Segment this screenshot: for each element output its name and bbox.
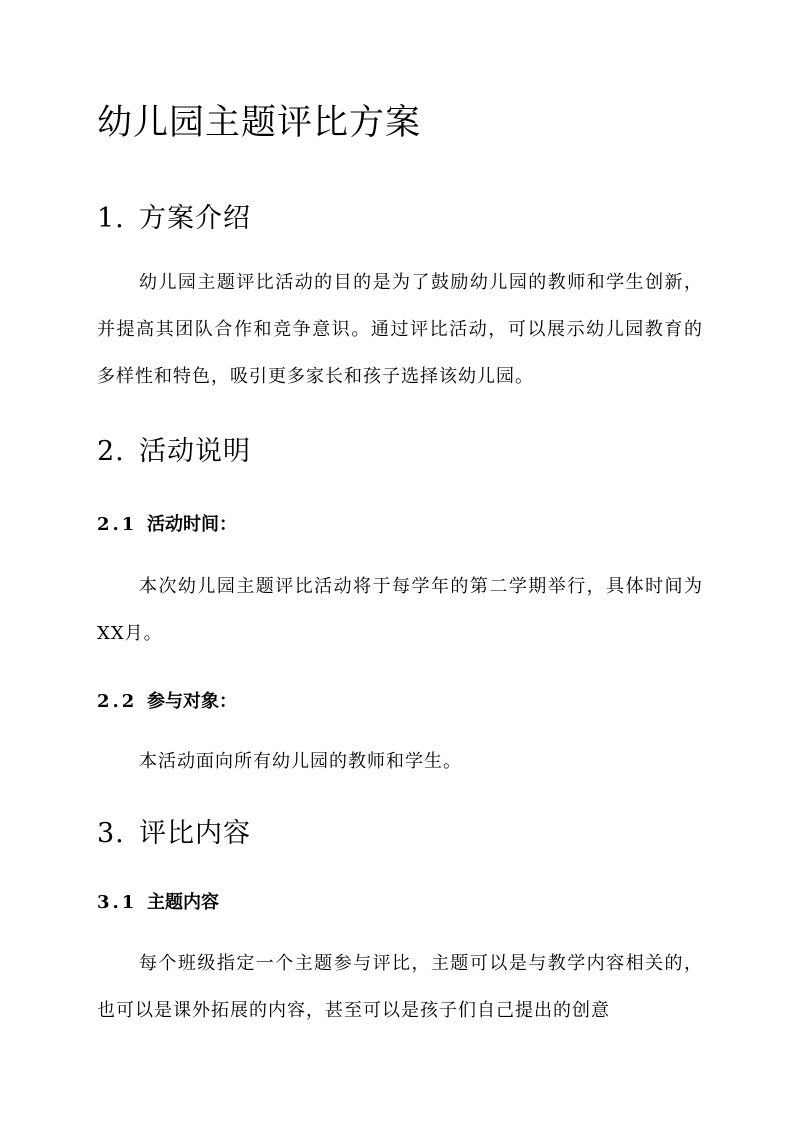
paragraph-intro: 幼儿园主题评比活动的目的是为了鼓励幼儿园的教师和学生创新，并提高其团队合作和竞争意识。通过评比活动，可以展示幼儿园教育的多样性和特色，吸引更多家长和孩子选择该幼儿园。 (97, 272, 703, 387)
section-heading-3 (97, 811, 251, 850)
subsection-heading-2-2 (97, 687, 237, 713)
section-number: 3. (97, 818, 125, 849)
section-heading-2 (97, 429, 251, 468)
subsection-number: 3.1 (97, 892, 138, 913)
section-number: 1. (97, 203, 125, 234)
subsection-title: 参与对象： (147, 691, 237, 712)
section-heading-1 (97, 196, 251, 235)
paragraph-participants: 本活动面向所有幼儿园的教师和学生。 (139, 751, 462, 772)
section-number: 2. (97, 436, 125, 467)
subsection-title: 活动时间： (147, 514, 237, 535)
paragraph-theme-content: 每个班级指定一个主题参与评比，主题可以是与教学内容相关的，也可以是课外拓展的内容，甚至可以是孩子们自己提出的创意 (97, 953, 703, 1021)
section-title: 方案介绍 (139, 203, 251, 234)
paragraph-activity-time: 本次幼儿园主题评比活动将于每学年的第二学期举行，具体时间为XX月。 (97, 576, 703, 644)
subsection-heading-3-1 (97, 888, 219, 914)
document-title: 幼儿园主题评比方案 (97, 103, 422, 143)
section-title: 活动说明 (139, 436, 251, 467)
subsection-heading-2-1 (97, 510, 237, 536)
subsection-number: 2.2 (97, 691, 138, 712)
subsection-title: 主题内容 (147, 892, 219, 913)
section-title: 评比内容 (139, 818, 251, 849)
subsection-number: 2.1 (97, 514, 138, 535)
